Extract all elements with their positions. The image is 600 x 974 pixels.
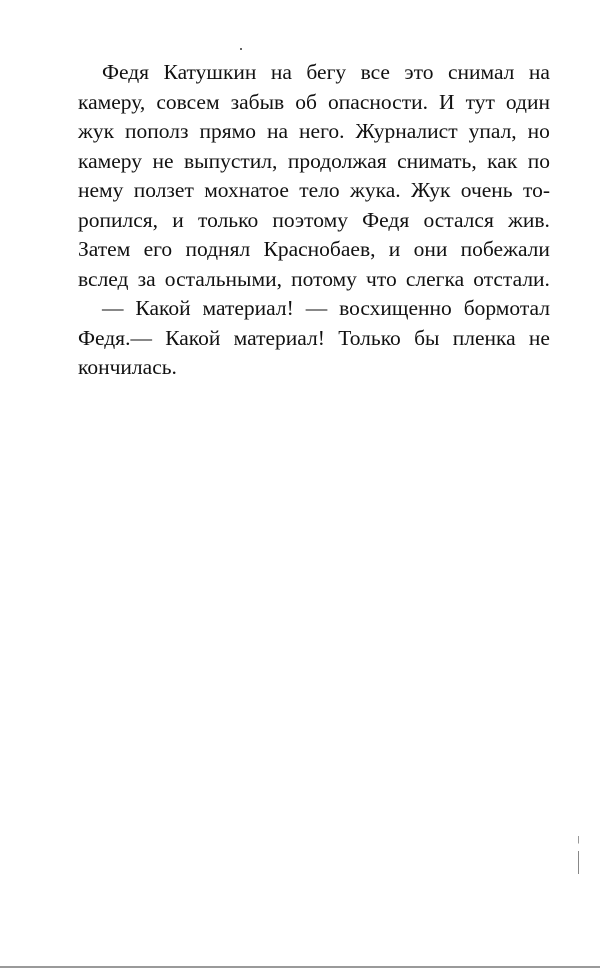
word: пополз [125,119,189,143]
word: пленка [452,325,516,350]
word: потому [291,266,357,291]
word: на [528,60,550,84]
word: но [527,119,550,143]
text-line [78,265,550,295]
word: продолжая [287,148,387,173]
word: тут [465,89,495,114]
word: Федя.— [78,325,152,350]
word: снимал [447,60,515,84]
text-line [78,147,550,177]
word: Затем [78,237,131,261]
word: бы [414,325,440,350]
word: на [266,119,289,143]
scan-edge-mark [578,836,579,874]
text-line [78,235,550,265]
word: тело [299,178,340,202]
word: за [137,266,156,291]
word: все [360,60,390,84]
word: забыв [230,89,285,114]
body-text [78,58,550,383]
word: слегка [405,266,465,291]
word: на [270,60,292,84]
word: выпустил, [184,148,278,173]
word: побежали [460,237,550,261]
text-line [78,117,550,147]
word: Только [338,325,401,350]
scan-speck [240,48,242,50]
word: — [305,296,328,320]
text-line [78,294,550,324]
word: отстали. [473,266,550,291]
word: вслед [78,266,129,291]
word: Федя [102,60,150,84]
word: и [388,237,401,261]
word: жив. [508,207,550,232]
word: Журналист [355,119,458,143]
word: снимать, [397,148,477,173]
word: ползет [133,178,194,202]
word: прямо [199,119,256,143]
word: опасности. [328,89,428,114]
word: по [527,148,550,173]
word: — [102,296,124,320]
word: его [143,237,173,261]
word: ропился, [78,207,159,232]
word: нему [78,178,124,202]
word: что [366,266,397,291]
word: бормотал [463,296,550,320]
word: материал! [202,296,294,320]
word: него. [299,119,345,143]
text-line [78,58,550,88]
text-line [78,88,550,118]
word: Какой [165,325,221,350]
word: очень [460,178,513,202]
text-line: кончилась. [78,355,177,379]
text-line [78,324,550,354]
word: мохнатое [204,178,289,202]
word: об [295,89,317,114]
word: не [528,325,550,350]
word: камеру, [78,89,146,114]
word: жука. [350,178,401,202]
word: Краснобаев, [263,237,376,261]
word: и [172,207,184,232]
word: поэтому [272,207,348,232]
word: материал! [233,325,325,350]
paragraph-1 [78,58,550,294]
word: они [413,237,448,261]
word: только [197,207,259,232]
word: упал, [468,119,517,143]
page-bottom-edge [0,966,600,968]
word: то- [522,178,550,202]
word: не [152,148,174,173]
word: один [505,89,550,114]
word: остальными, [164,266,282,291]
word: восхищенно [339,296,452,320]
word: как [487,148,518,173]
text-line [78,206,550,236]
word: остался [423,207,494,232]
word: это [404,60,434,84]
paragraph-2 [78,294,550,383]
word: совсем [156,89,220,114]
word: Какой [135,296,191,320]
word: бегу [306,60,347,84]
word: жук [78,119,115,143]
word: Федя [362,207,410,232]
word: поднял [185,237,251,261]
word: Жук [411,178,451,202]
word: И [439,89,455,114]
word: камеру [78,148,143,173]
text-line [78,176,550,206]
word: Катушкин [163,60,257,84]
